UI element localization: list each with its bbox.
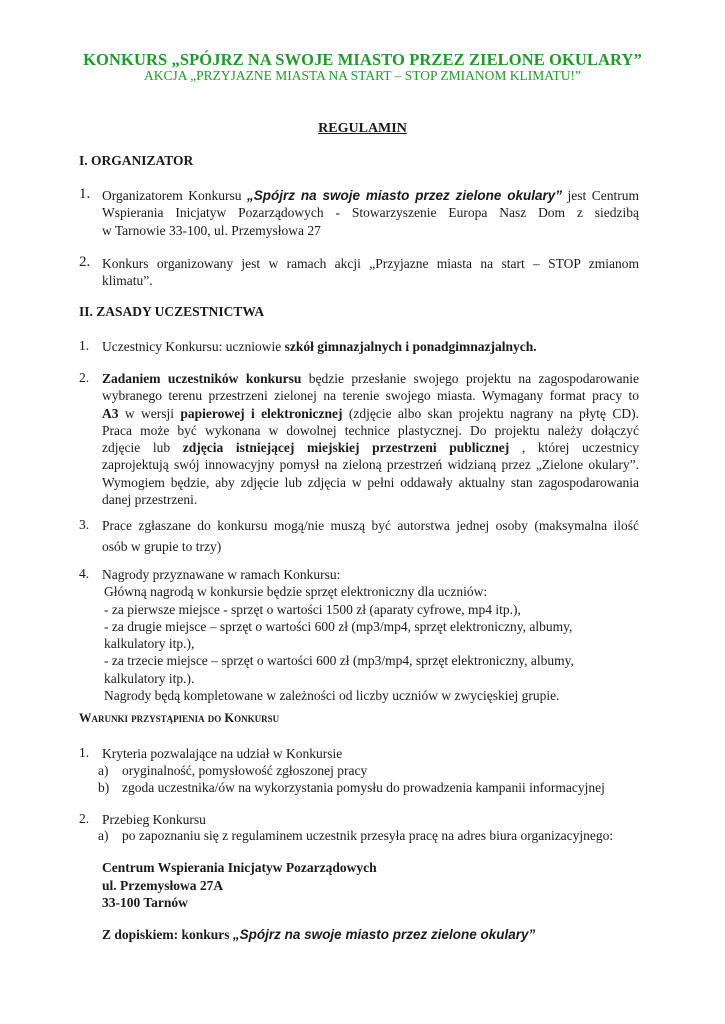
- list-item-line: w Tarnowie 33-100, ul. Przemysłowa 27: [102, 222, 321, 238]
- list-item-line: danej przestrzeni.: [102, 492, 198, 508]
- list-item-line: - za trzecie miejsce – sprzęt o wartości 600 zł (mp3/mp4, sprzęt elektroniczny, albumy,: [104, 653, 574, 669]
- campaign-subtitle: AKCJA „PRZYJAZNE MIASTA NA START – STOP ZMIANOM KLIMATU!”: [143, 68, 582, 83]
- list-item-campaign: [102, 255, 639, 290]
- list-item-line: Konkurs organizowany jest w ramach akcji „Przyjazne miasta na start – STOP zmianom: [102, 256, 639, 271]
- list-item-line: [102, 370, 639, 387]
- list-item-line: - za pierwsze miejsce - sprzęt o wartości 1500 zł (aparaty cyfrowe, mp4 itp.),: [104, 601, 521, 617]
- sublist-letter: a): [98, 763, 109, 778]
- document-title: REGULAMIN: [318, 121, 407, 136]
- list-number: 2.: [79, 811, 90, 826]
- list-number: 1.: [79, 186, 91, 202]
- list-item-authorship: [102, 517, 639, 556]
- list-item-line: Kryteria pozwalające na udział w Konkursie: [102, 746, 343, 761]
- bold-run: Zadaniem uczestników konkursu: [102, 371, 302, 386]
- sublist-item-submission: po zapoznaniu się z regulaminem uczestnik przesyła pracę na adres biura organizacyjnego:: [122, 828, 614, 843]
- text-run: w wersji: [118, 405, 181, 421]
- list-number: 2.: [79, 254, 91, 270]
- list-item-line: [102, 187, 639, 204]
- text-run: jest Centrum: [562, 188, 640, 203]
- list-number: 3.: [79, 517, 90, 532]
- text-run: zdjęcie lub: [102, 440, 183, 456]
- list-number: 2.: [79, 370, 90, 385]
- address-line: 33-100 Tarnów: [102, 895, 188, 910]
- list-item-line: Nagrody przyznawane w ramach Konkursu:: [102, 567, 341, 582]
- bold-run: zdjęcia istniejącej miejskiej przestrzeni publicznej: [182, 440, 510, 456]
- list-item-line: Wspierania Inicjatyw Pozarządowych - Stowarzyszenie Europa Nasz Dom z siedzibą: [102, 205, 639, 221]
- list-item-line: zaprojektują swój innowacyjny pomysł na zieloną przestrzeń widzianą przez „Zielone okulary”.: [102, 457, 639, 473]
- list-item-line: kalkulatory itp.),: [104, 636, 195, 652]
- section-heading-conditions: Warunki przystąpienia do Konkursu: [79, 711, 280, 725]
- envelope-note: [102, 926, 639, 943]
- postal-address: [102, 859, 639, 912]
- contest-title: KONKURS „SPÓJRZ NA SWOJE MIASTO PRZEZ ZIELONE OKULARY”: [83, 50, 642, 69]
- list-item-line: [102, 439, 639, 456]
- address-line: Centrum Wspierania Inicjatyw Pozarządowych: [102, 860, 377, 875]
- text-run: Uczestnicy Konkursu: uczniowie: [102, 339, 285, 354]
- list-item-prizes: [102, 566, 639, 704]
- list-item-procedure: [102, 811, 639, 828]
- section-heading-organizer: I. ORGANIZATOR: [79, 153, 194, 168]
- bold-run: Z dopiskiem: konkurs: [102, 927, 233, 942]
- list-item-line: - za drugie miejsce – sprzęt o wartości 600 zł (mp3/mp4, sprzęt elektroniczny, albumy,: [104, 618, 573, 634]
- list-item-line: Główną nagrodą w konkursie będzie sprzęt elektroniczny dla uczniów:: [104, 584, 488, 600]
- list-item-line: wybranego terenu przestrzeni zielonej na terenie swojego miasta. Wymagany format pracy to: [102, 388, 639, 404]
- sublist-item-consent: zgoda uczestnika/ów na wykorzystania pomysłu do prowadzenia kampanii informacyjnej: [122, 780, 605, 795]
- list-item-criteria: [102, 745, 639, 762]
- section-heading-rules: II. ZASADY UCZESTNICTWA: [79, 304, 265, 319]
- contest-name-emphasis: „Spójrz na swoje miasto przez zielone okulary”: [232, 927, 536, 942]
- list-item-line: klimatu”.: [102, 273, 153, 289]
- bold-run: papierowej i elektronicznej: [180, 405, 343, 421]
- list-item-line: Nagrody będą kompletowane w zależności od liczby uczniów w zwycięskiej grupie.: [104, 688, 560, 704]
- list-item-task: [102, 370, 639, 508]
- address-line: ul. Przemysłowa 27A: [102, 877, 224, 893]
- text-run: będzie przesłanie swojego projektu na zagospodarowanie: [301, 371, 639, 386]
- list-item-line: Praca może być wykonana w dowolnej technice plastycznej. Do projektu należy dołączyć: [102, 422, 639, 438]
- bold-run: A3: [102, 405, 119, 421]
- list-item-participants: [102, 338, 639, 355]
- list-item-line: osób w grupie to trzy): [102, 539, 222, 555]
- sublist-item-originality: oryginalność, pomysłowość zgłoszonej pracy: [122, 763, 368, 778]
- sublist-letter: b): [98, 780, 110, 795]
- list-item-line: [102, 405, 639, 422]
- list-item-line: Przebieg Konkursu: [102, 812, 206, 827]
- list-item-line: Wymogiem będzie, aby zdjęcie lub zdjęcia w pełni oddawały aktualny stan zagospodarowania: [102, 474, 639, 490]
- list-item-organizer: [102, 187, 639, 239]
- contest-name-emphasis: „Spójrz na swoje miasto przez zielone okulary”: [246, 188, 563, 203]
- list-item-line: Prace zgłaszane do konkursu mogą/nie muszą być autorstwa jednej osoby (maksymalna ilość: [102, 518, 639, 533]
- list-number: 4.: [79, 566, 90, 581]
- list-number: 1.: [79, 745, 90, 760]
- list-item-line: kalkulatory itp.).: [104, 670, 195, 686]
- sublist-letter: a): [98, 828, 109, 843]
- bold-run: szkół gimnazjalnych i ponadgimnazjalnych.: [284, 339, 537, 354]
- note-line: [102, 926, 639, 943]
- text-run: (zdjęcie albo skan projektu nagrany na płytę CD).: [342, 405, 639, 421]
- list-item-line: [102, 338, 639, 355]
- text-run: Organizatorem Konkursu: [102, 188, 247, 203]
- list-number: 1.: [79, 338, 90, 353]
- text-run: , której uczestnicy: [509, 440, 639, 456]
